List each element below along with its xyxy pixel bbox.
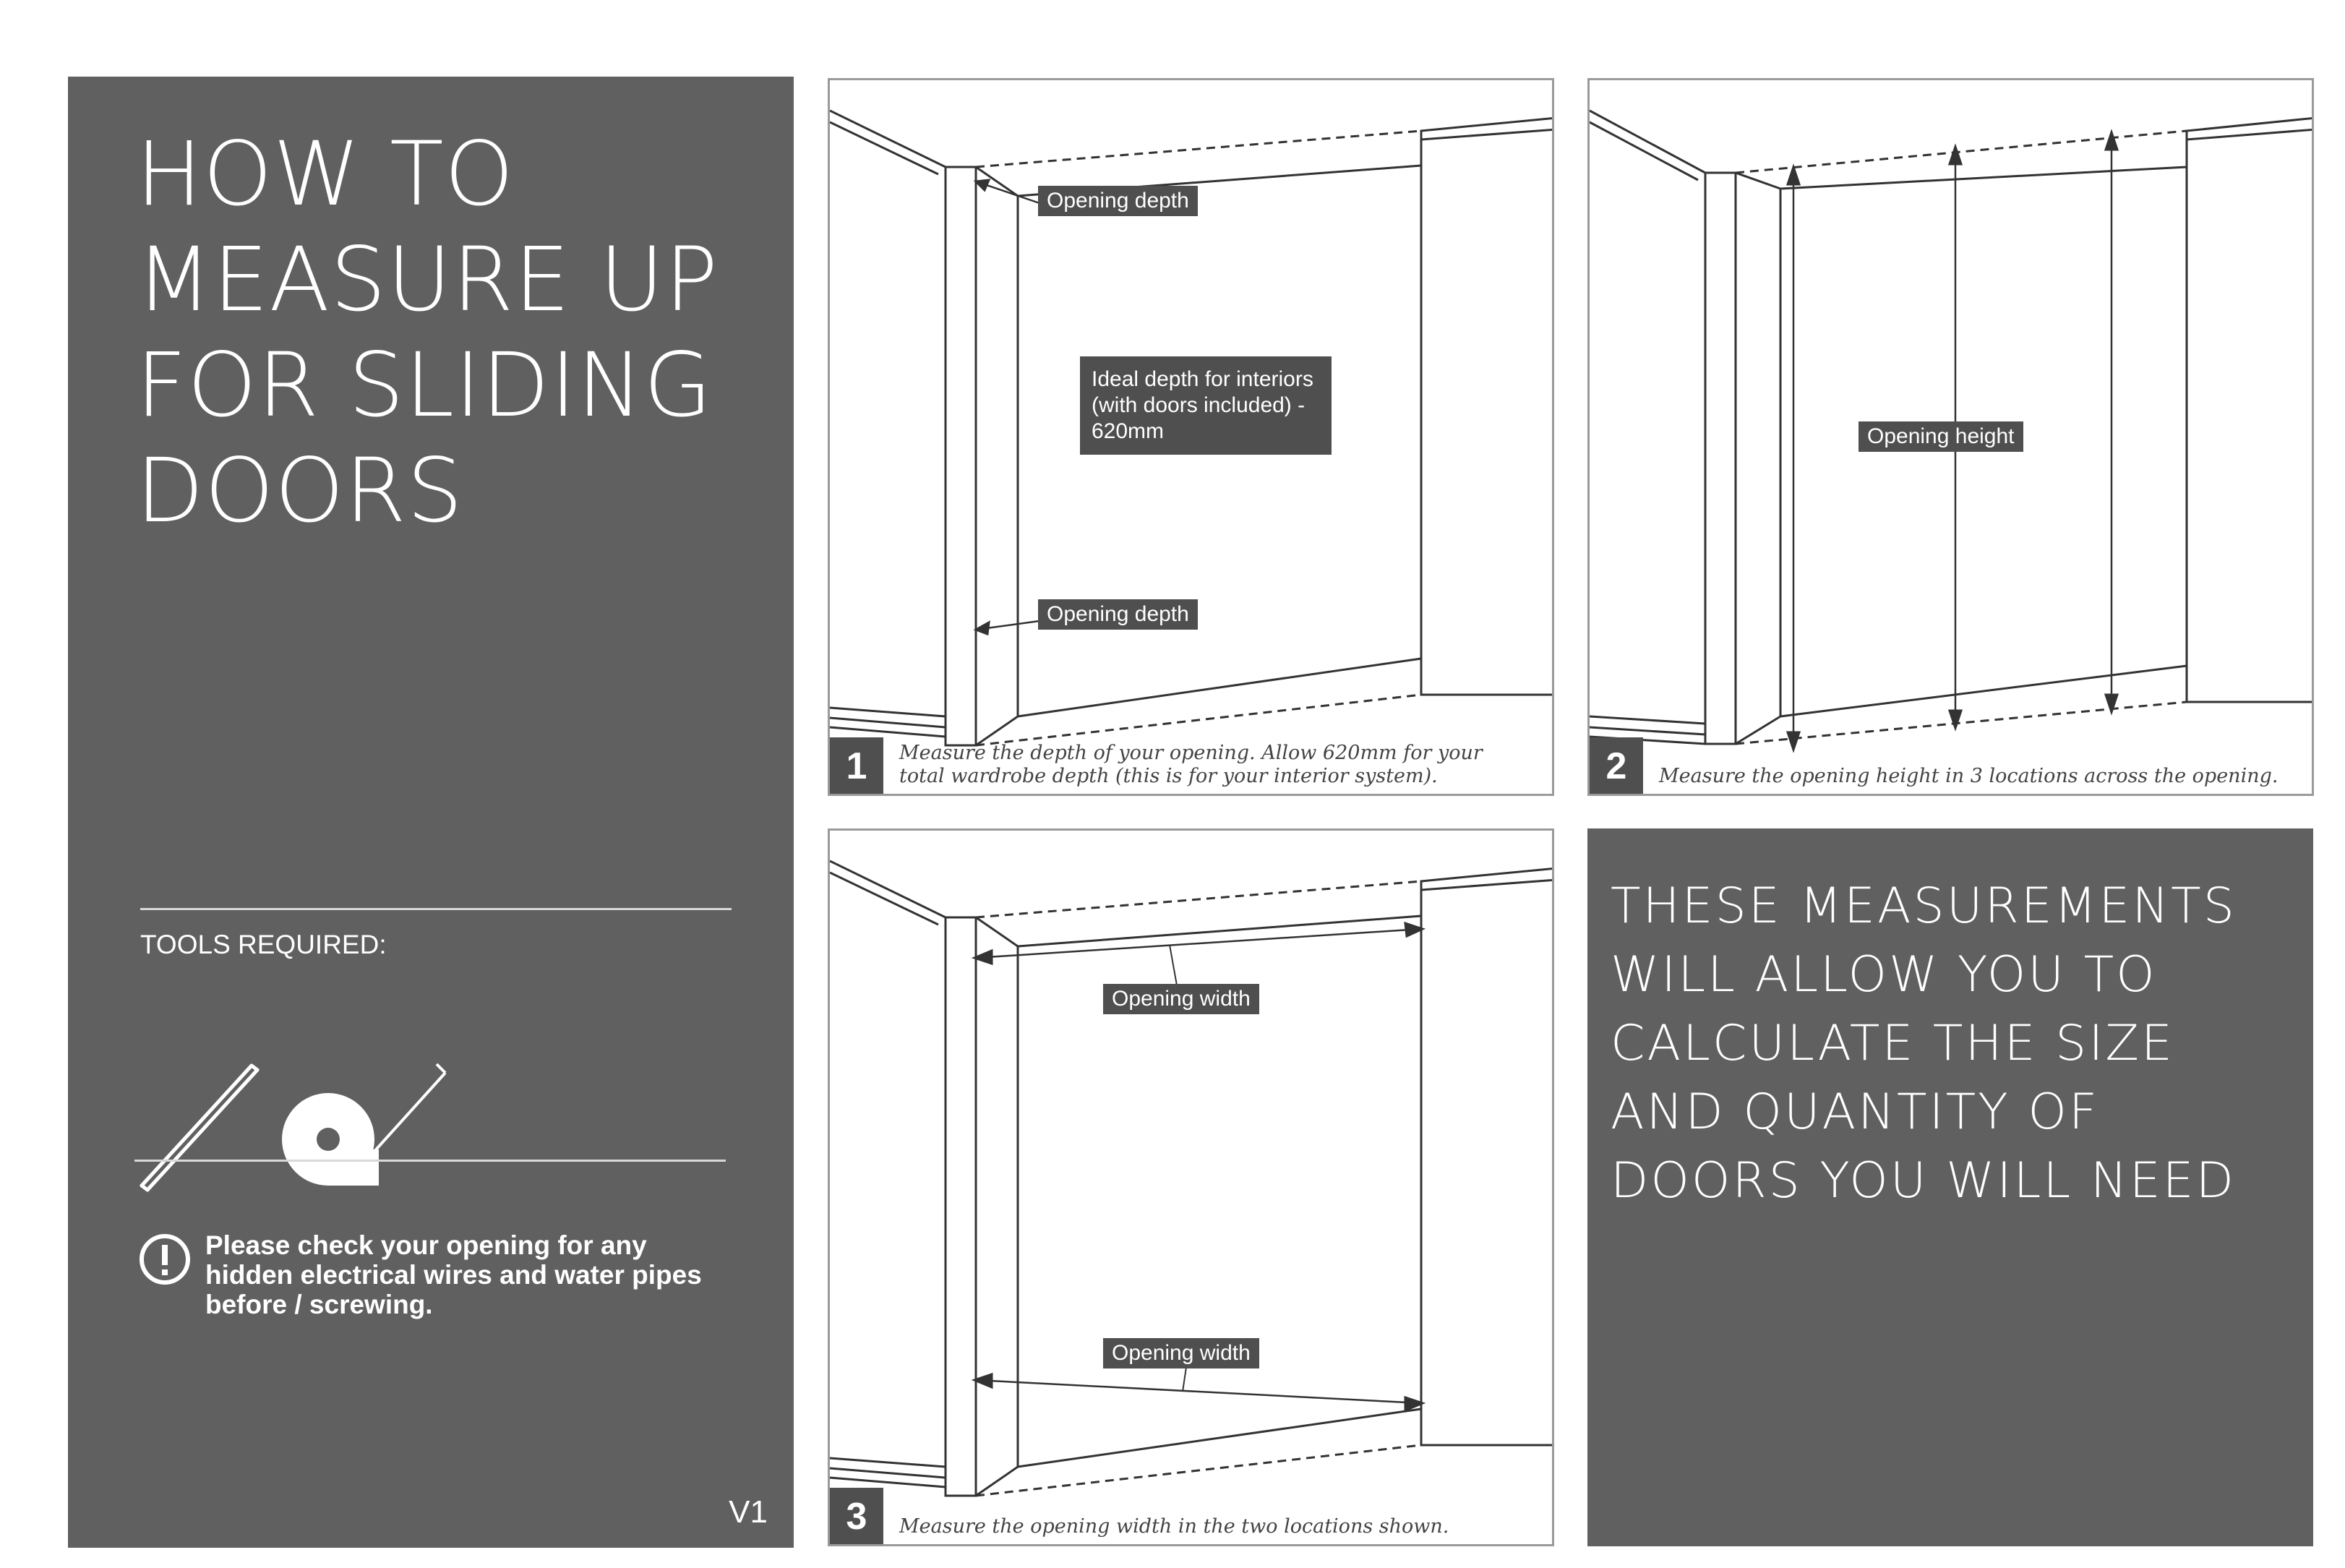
- title-line: MEASURE UP: [136, 228, 719, 331]
- ideal-depth-label: Ideal depth for interiors (with doors included) - 620mm: [1080, 356, 1332, 455]
- opening-height-label: Opening height: [1859, 421, 2023, 452]
- step-number: 1: [830, 737, 883, 794]
- summary-line: CALCULATE THE SIZE: [1611, 1015, 2174, 1072]
- tools-illustration: [133, 982, 494, 1199]
- step-caption: Measure the opening width in the two locations shown.: [899, 1515, 1449, 1538]
- summary-line: AND QUANTITY OF: [1611, 1084, 2099, 1141]
- summary-message: [1611, 872, 2237, 1215]
- step-number: 3: [830, 1488, 883, 1544]
- summary-line: WILL ALLOW YOU TO: [1611, 946, 2157, 1003]
- summary-line: DOORS YOU WILL NEED: [1611, 1152, 2236, 1209]
- step-caption: Measure the opening height in 3 locations across the opening.: [1659, 765, 2278, 787]
- summary-line: THESE MEASUREMENTS: [1611, 878, 2237, 935]
- step-caption: Measure the depth of your opening. Allow 620mm for your total wardrobe depth (this is for your interior system).: [899, 742, 1483, 787]
- tape-measure-icon: [282, 1064, 445, 1186]
- version-label: V1: [729, 1494, 768, 1530]
- opening-width-label-bottom: Opening width: [1103, 1338, 1259, 1368]
- step-3-figure: [828, 828, 1554, 1546]
- divider-bottom: [134, 1160, 726, 1162]
- warning-text: Please check your opening for any hidden electrical wires and water pipes before / screwing.: [205, 1230, 702, 1319]
- step-2-figure: [1587, 78, 2314, 796]
- title-line: FOR SLIDING: [136, 334, 713, 437]
- step-1-figure: [828, 78, 1554, 796]
- opening-width-label-top: Opening width: [1103, 984, 1259, 1014]
- room-illustration: [830, 831, 1554, 1546]
- title-line: HOW TO: [136, 123, 515, 226]
- divider-top: [140, 908, 732, 910]
- tools-label: TOOLS REQUIRED:: [140, 930, 387, 959]
- page-title: [136, 121, 719, 544]
- exclamation-circle-icon: [137, 1232, 192, 1287]
- step-number: 2: [1590, 737, 1643, 794]
- title-line: DOORS: [136, 440, 464, 542]
- pencil-icon: [142, 1066, 257, 1190]
- opening-depth-label-top: Opening depth: [1038, 186, 1198, 216]
- summary-panel: [1587, 828, 2313, 1546]
- opening-depth-label-bottom: Opening depth: [1038, 599, 1198, 630]
- intro-panel: [68, 77, 794, 1548]
